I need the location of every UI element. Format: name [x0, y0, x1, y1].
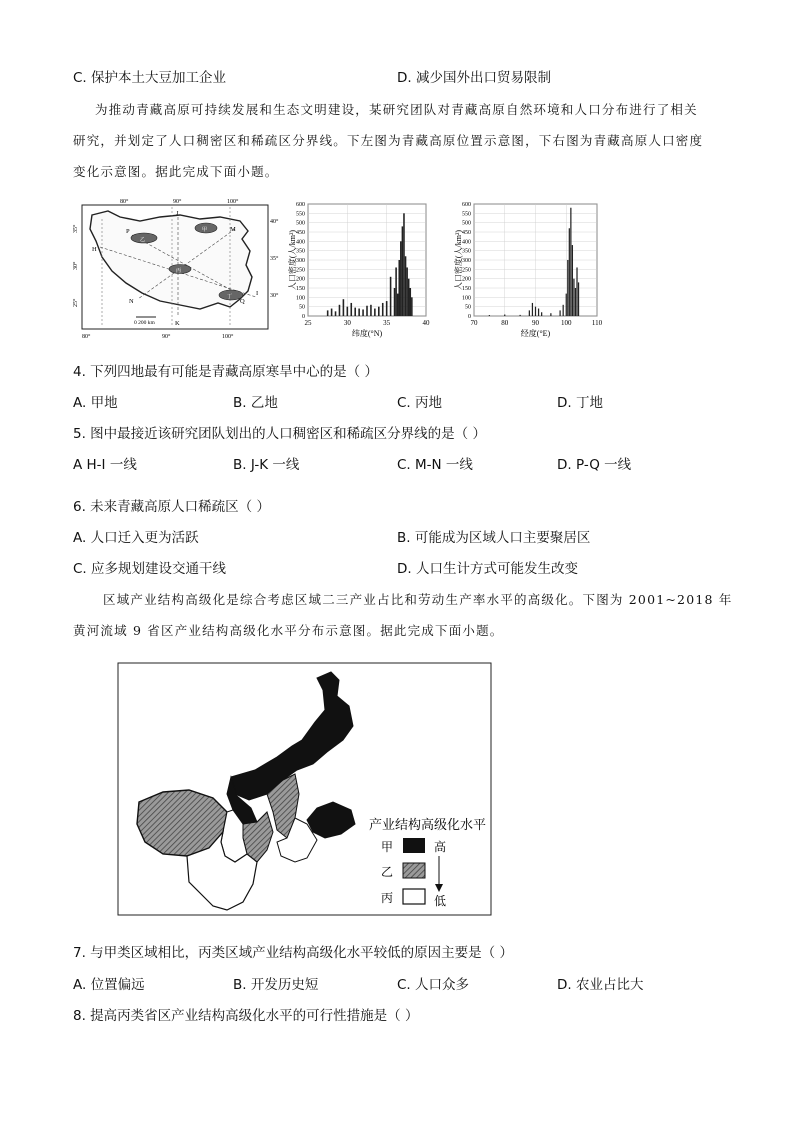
- svg-text:丁: 丁: [227, 295, 233, 300]
- bar: [335, 311, 337, 316]
- bar: [563, 305, 564, 316]
- intro2-line1: 区域产业结构高级化是综合考虑区域二三产业占比和劳动生产率水平的高级化。下图为 2001~2018 年: [103, 592, 733, 607]
- bar: [370, 305, 372, 316]
- bar: [409, 288, 411, 316]
- bar: [350, 303, 352, 316]
- y-tick-label: 150: [296, 286, 305, 292]
- plateau-location-map: [73, 195, 279, 340]
- bar: [358, 309, 360, 316]
- svg-text:甲: 甲: [202, 228, 208, 233]
- y-tick-label: 400: [462, 239, 471, 246]
- y-tick-label: 250: [462, 267, 471, 274]
- x-tick-label: 90: [532, 319, 539, 327]
- q4-option-a[interactable]: A. 甲地: [73, 395, 118, 411]
- bar: [347, 307, 349, 316]
- y-tick-label: 450: [296, 230, 305, 236]
- option-c-top: C. 保护本土大豆加工企业: [73, 70, 227, 86]
- bar: [575, 288, 576, 316]
- x-axis-label: 纬度(°N): [351, 329, 383, 338]
- legend-swatch-low: [403, 889, 425, 904]
- bar: [572, 245, 573, 316]
- bar: [362, 309, 364, 316]
- question-8: 8. 提高丙类省区产业结构高级化水平的可行性措施是（ ）: [73, 1008, 419, 1024]
- lat-label: 25°: [73, 298, 79, 307]
- x-tick-label: 25: [304, 319, 312, 327]
- bar: [541, 312, 542, 316]
- q6-option-d[interactable]: D. 人口生计方式可能发生改变: [397, 561, 578, 577]
- bar: [535, 307, 536, 316]
- point-label: K: [175, 320, 180, 327]
- x-tick-label: 100: [561, 319, 572, 327]
- y-tick-label: 50: [299, 304, 305, 311]
- bar: [576, 267, 577, 316]
- bar: [573, 279, 574, 316]
- y-tick-label: 100: [462, 295, 471, 302]
- lon-label: 80°: [120, 199, 129, 205]
- longitude-density-chart: [452, 198, 617, 340]
- intro1-line1: 为推动青藏高原可持续发展和生态文明建设，某研究团队对青藏高原自然环境和人口分布进行了相关: [95, 102, 698, 117]
- y-tick-label: 250: [296, 267, 305, 274]
- q6-option-b[interactable]: B. 可能成为区域人口主要聚居区: [397, 530, 591, 546]
- bar: [400, 241, 402, 316]
- y-tick-label: 550: [462, 211, 471, 218]
- lon-label: 90°: [173, 199, 182, 205]
- q4-option-d[interactable]: D. 丁地: [557, 395, 603, 411]
- y-tick-label: 500: [462, 220, 471, 227]
- bar: [386, 301, 388, 316]
- legend-level-high: 高: [434, 840, 447, 854]
- point-label: N: [129, 298, 134, 305]
- bar: [331, 309, 333, 316]
- legend-swatch-high: [403, 838, 425, 853]
- y-tick-label: 0: [468, 314, 471, 320]
- bar: [532, 303, 533, 316]
- bar: [378, 307, 380, 316]
- q4-option-c[interactable]: C. 丙地: [397, 395, 443, 411]
- y-tick-label: 200: [296, 276, 305, 283]
- question-4: 4. 下列四地最有可能是青藏高原寒旱中心的是（ ）: [73, 364, 378, 380]
- lon-label: 100°: [227, 199, 239, 205]
- x-tick-label: 80: [501, 319, 509, 327]
- legend-level-low: 低: [434, 894, 447, 908]
- legend-title: 产业结构高级化水平: [369, 817, 487, 832]
- q5-option-d[interactable]: D. P-Q 一线: [557, 457, 632, 473]
- lon-label: 90°: [162, 334, 171, 340]
- bar: [327, 310, 329, 316]
- q7-option-a[interactable]: A. 位置偏远: [73, 977, 145, 993]
- bar: [394, 288, 396, 316]
- bar: [382, 303, 384, 316]
- bar: [403, 213, 405, 316]
- point-label: Q: [240, 298, 245, 305]
- x-tick-label: 30: [343, 319, 351, 327]
- bar: [520, 315, 521, 316]
- bar: [402, 226, 404, 316]
- y-tick-label: 50: [465, 304, 471, 311]
- bar: [390, 277, 392, 316]
- bar: [406, 267, 408, 316]
- q5-option-b[interactable]: B. J-K 一线: [233, 457, 300, 473]
- y-tick-label: 600: [462, 202, 471, 208]
- point-label: M: [230, 226, 236, 233]
- legend-swatch-mid: [403, 863, 425, 878]
- bar: [405, 256, 407, 316]
- bar: [374, 309, 376, 316]
- lat-label: 30°: [73, 261, 79, 270]
- lat-label: 35°: [73, 224, 79, 233]
- option-d-top: D. 减少国外出口贸易限制: [397, 70, 551, 86]
- bar: [489, 315, 490, 316]
- y-tick-label: 200: [462, 276, 471, 283]
- y-tick-label: 150: [462, 286, 471, 292]
- y-axis-label: 人口密度(人/km²): [454, 229, 463, 291]
- bar: [397, 294, 399, 316]
- y-tick-label: 600: [296, 202, 305, 208]
- q7-option-c[interactable]: C. 人口众多: [397, 977, 470, 993]
- intro1-line2: 研究，并划定了人口稠密区和稀疏区分界线。下左图为青藏高原位置示意图，下右图为青藏高原人口密度: [73, 133, 704, 148]
- lat-label: 35°: [270, 256, 279, 262]
- bar: [343, 299, 345, 316]
- x-axis-label: 经度(°E): [520, 329, 551, 338]
- point-label: H: [92, 246, 97, 253]
- intro2-line2: 黄河流域 9 省区产业结构高级化水平分布示意图。据此完成下面小题。: [73, 623, 504, 638]
- bar: [578, 282, 579, 316]
- y-axis-label: 人口密度(人/km²): [288, 229, 297, 291]
- bar: [566, 294, 567, 316]
- legend-label-yi: 乙: [381, 865, 394, 879]
- y-tick-label: 350: [462, 248, 471, 255]
- x-tick-label: 70: [470, 319, 478, 327]
- question-7: 7. 与甲类区域相比，丙类区域产业结构高级化水平较低的原因主要是（ ）: [73, 945, 513, 961]
- bar: [408, 279, 410, 316]
- legend-label-jia: 甲: [381, 840, 394, 854]
- y-tick-label: 450: [462, 230, 471, 236]
- legend-label-bing: 丙: [381, 891, 394, 905]
- bar: [569, 228, 570, 316]
- x-tick-label: 35: [383, 319, 391, 327]
- bar: [567, 260, 568, 316]
- bar: [538, 309, 539, 316]
- bar: [395, 267, 397, 316]
- y-tick-label: 300: [462, 258, 471, 264]
- y-tick-label: 350: [296, 248, 305, 255]
- lon-label: 80°: [82, 334, 91, 340]
- bar: [411, 297, 413, 316]
- x-tick-label: 40: [422, 319, 430, 327]
- bar: [504, 315, 505, 316]
- q7-option-d[interactable]: D. 农业占比大: [557, 977, 644, 993]
- lon-label: 100°: [222, 334, 234, 340]
- bar: [529, 310, 530, 316]
- y-tick-label: 550: [296, 211, 305, 218]
- bar: [354, 308, 356, 316]
- bar: [559, 310, 560, 316]
- y-tick-label: 100: [296, 295, 305, 302]
- lat-label: 30°: [270, 293, 279, 299]
- yellow-river-provinces-map: [117, 662, 493, 917]
- bar: [339, 305, 341, 316]
- q4-option-b[interactable]: B. 乙地: [233, 395, 278, 411]
- bar: [550, 313, 551, 316]
- bar: [398, 260, 400, 316]
- bar: [366, 306, 368, 316]
- latitude-density-chart: [286, 198, 446, 340]
- y-tick-label: 500: [296, 220, 305, 227]
- scale-label: 0 200 km: [134, 320, 155, 326]
- question-5: 5. 图中最接近该研究团队划出的人口稠密区和稀疏区分界线的是（ ）: [73, 426, 486, 442]
- q5-option-a[interactable]: A H-I 一线: [73, 457, 137, 473]
- question-6: 6. 未来青藏高原人口稀疏区（ ）: [73, 499, 270, 515]
- q5-option-c[interactable]: C. M-N 一线: [397, 457, 473, 473]
- svg-text:乙: 乙: [140, 238, 146, 243]
- svg-text:丙: 丙: [176, 269, 182, 274]
- point-label: J: [176, 210, 179, 217]
- bar: [570, 208, 571, 316]
- y-tick-label: 300: [296, 258, 305, 264]
- y-tick-label: 0: [302, 314, 305, 320]
- intro1-line3: 变化示意图。据此完成下面小题。: [73, 164, 279, 179]
- q7-option-b[interactable]: B. 开发历史短: [233, 977, 319, 993]
- point-label: I: [256, 290, 259, 297]
- lat-label: 40°: [270, 219, 279, 225]
- y-tick-label: 400: [296, 239, 305, 246]
- x-tick-label: 110: [591, 319, 603, 327]
- q6-option-a[interactable]: A. 人口迁入更为活跃: [73, 530, 199, 546]
- point-label: P: [126, 228, 130, 235]
- q6-option-c[interactable]: C. 应多规划建设交通干线: [73, 561, 227, 577]
